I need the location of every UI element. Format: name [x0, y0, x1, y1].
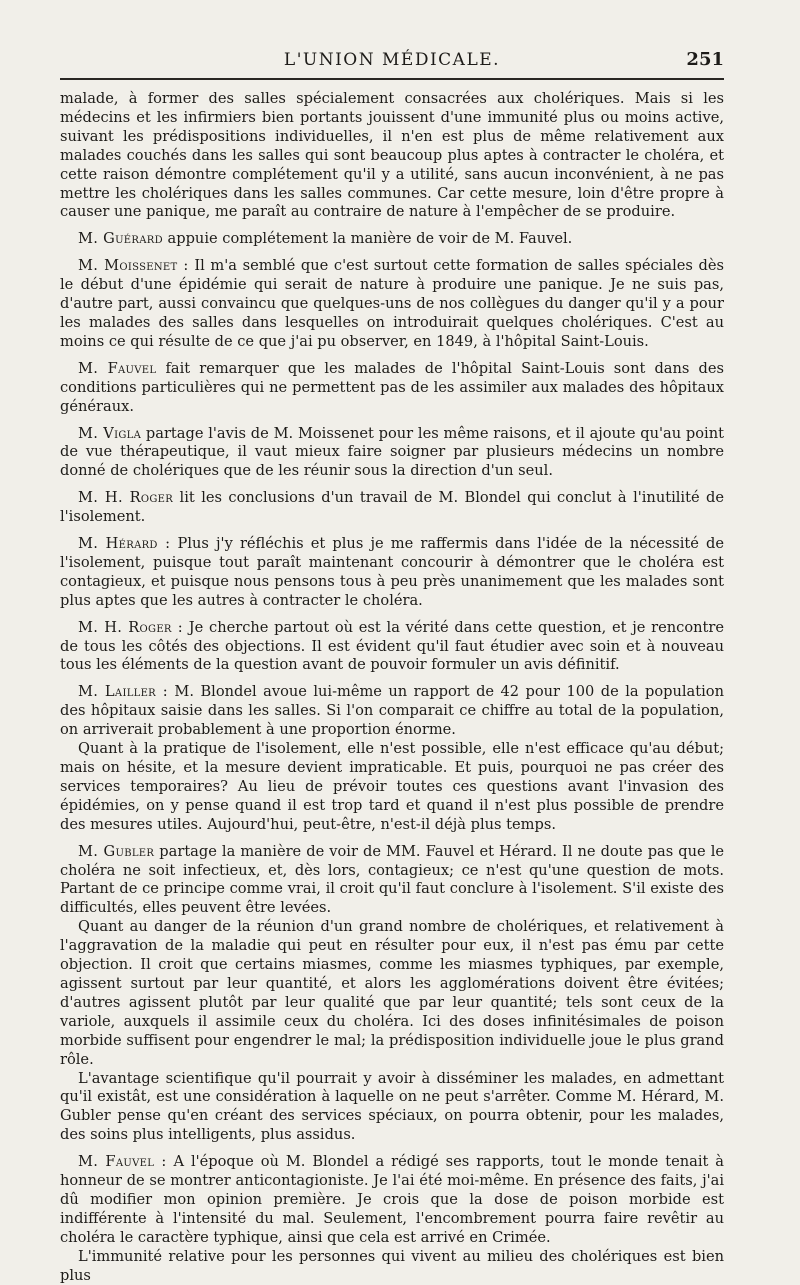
paragraph-text: Quant à la pratique de l'isolement, elle n'est possible, elle n'est efficace qu'au début; mais on hésite, et la mesure devient impraticable. Et puis, pourquoi ne pas créer des services temporaires? Au lieu de prévoir toutes ces questions avant l'invasion des épidémies, on y pense quand il est trop tard et quand il n'est plus possible de prendre des mesures utiles. Aujourd'hui, peut-être, n'est-il déjà plus temps.	[60, 740, 724, 833]
speaker-name: M. Moissenet :	[78, 257, 189, 275]
paragraph-text: Il m'a semblé que c'est surtout cette formation de salles spéciales dès le début d'une épidémie qui serait de nature à produire une panique. Je ne suis pas, d'autre part, aussi convaincu que quelques-uns de nos collègues du danger qu'il y a pour les malades des salles dans lesquelles on introduirait quelques cholériques. C'est au moins ce qui résulte de ce que j'ai pu observer, en 1849, à l'hôpital Saint-Louis.	[60, 257, 724, 350]
running-title: L'UNION MÉDICALE.	[283, 50, 501, 70]
paragraph-text: Plus j'y réfléchis et plus je me raffermis dans l'idée de la nécessité de l'isolement, puisque tout paraît maintenant concourir à démontrer que le choléra est contagieux, et puisque nous pensons tous à peu près unanimement que les malades sont plus aptes que les autres à contracter le choléra.	[60, 535, 724, 609]
paragraph	[60, 918, 724, 1069]
speaker-name: M. Gubler	[78, 842, 155, 860]
paragraph-text: Quant au danger de la réunion d'un grand nombre de cholériques, et relativement à l'aggravation de la maladie qui peut en résulter pour eux, il n'est pas ému par cette objection. Il croit que certains miasmes, comme les miasmes typhiques, par exemple, agissent surtout par leur quantité, et alors les agglomérations doivent être évitées; d'autres agissent plutôt par leur qualité que par leur quantité; tels sont ceux de la variole, auxquels il assimile ceux du choléra. Ici des doses infinitésimales de poison morbide suffisent pour engendrer le mal; la prédisposition individuelle joue le plus grand rôle.	[60, 918, 724, 1068]
paragraph	[60, 843, 724, 919]
paragraph	[60, 619, 724, 676]
paragraph	[60, 1153, 724, 1248]
paragraph-text: partage la manière de voir de MM. Fauvel et Hérard. Il ne doute pas que le choléra ne soit infectieux, et, dès lors, contagieux; ce n'est qu'une question de mots. Partant de ce principe comme vrai, il croit qu'il faut conclure à l'isolement. S'il existe des difficultés, elles peuvent être levées.	[60, 842, 725, 917]
paragraph-text: malade, à former des salles spécialement consacrées aux cholériques. Mais si les médecins et les infirmiers bien portants jouissent d'une immunité plus ou moins active, suivant les prédispositions individuelles, il n'en est plus de même relativement aux malades couchés dans les salles qui sont beaucoup plus aptes à contracter le choléra, et cette raison démontre complétement qu'il y a utilité, sans aucun inconvénient, à ne pas mettre les cholériques dans les salles communes. Car cette mesure, loin d'être propre à causer une panique, me paraît au contraire de nature à l'empêcher de se produire.	[60, 90, 724, 221]
paragraph	[60, 1070, 724, 1146]
speaker-name: M. Fauvel :	[78, 1153, 167, 1171]
running-header	[60, 44, 724, 78]
paragraph-text: partage l'avis de M. Moissenet pour les même raisons, et il ajoute qu'au point de vue thérapeutique, il vaut mieux faire soigner par plusieurs médecins un nombre donné de cholériques que de les réunir sous la direction d'un seul.	[60, 424, 724, 480]
speaker-name: M. Guérard	[78, 230, 163, 248]
paragraph	[60, 425, 724, 482]
paragraph	[60, 740, 724, 835]
paragraph-text: M. Blondel avoue lui-même un rapport de 42 pour 100 de la population des hôpitaux saisie dans les salles. Si l'on comparait ce chiffre au total de la population, on arriverait probablement à une proportion énorme.	[60, 683, 724, 739]
body-text	[60, 90, 724, 1285]
paragraph	[60, 683, 724, 740]
paragraph-text: Je cherche partout où est la vérité dans cette question, et je rencontre de tous les côtés des objections. Il est évident qu'il faut étudier avec soin et à nouveau tous les éléments de la question avant de pouvoir formuler un avis définitif.	[60, 618, 725, 674]
paragraph	[60, 257, 724, 352]
paragraph-text: L'immunité relative pour les personnes qui vivent au milieu des cholériques est bien plus	[60, 1247, 724, 1284]
speaker-name: M. H. Roger :	[78, 618, 184, 636]
paragraph	[60, 230, 724, 249]
speaker-name: M. Hérard :	[78, 535, 171, 553]
paragraph-text: L'avantage scientifique qu'il pourrait y avoir à disséminer les malades, en admettant qu'il existât, est une considération à laquelle on ne peut s'arrêter. Comme M. Hérard, M. Gubler pense qu'en créant des services spéciaux, on pourra obtenir, pour les malades, des soins plus intelligents, plus assidus.	[60, 1069, 724, 1144]
paragraph	[60, 1248, 724, 1285]
speaker-name: M. Fauvel	[78, 359, 157, 377]
paragraph	[60, 90, 724, 222]
speaker-name: M. H. Roger	[78, 489, 174, 507]
paragraph-text: lit les conclusions d'un travail de M. Blondel qui conclut à l'inutilité de l'isolement.	[60, 489, 724, 526]
paragraph	[60, 489, 724, 527]
paragraph	[60, 360, 724, 417]
paragraph-text: A l'époque où M. Blondel a rédigé ses rapports, tout le monde tenait à honneur de se montrer anticontagioniste. Je l'ai été moi-même. En présence des faits, j'ai dû modifier mon opinion première. Je crois que la dose de poison morbide est indifférente à l'intensité du mal. Seulement, l'encombrement pourra faire revêtir au choléra le caractère typhique, ainsi que cela est arrivé en Crimée.	[60, 1153, 724, 1246]
paragraph-text: appuie complétement la manière de voir de M. Fauvel.	[162, 230, 573, 248]
speaker-name: M. Vigla	[78, 424, 142, 442]
paragraph	[60, 535, 724, 611]
paragraph-text: fait remarquer que les malades de l'hôpital Saint-Louis sont dans des conditions particulières qui ne permettent pas de les assimiler aux malades des hôpitaux généraux.	[60, 359, 724, 415]
page-number: 251	[686, 49, 724, 70]
header-rule	[60, 78, 724, 80]
speaker-name: M. Lailler :	[78, 683, 168, 701]
